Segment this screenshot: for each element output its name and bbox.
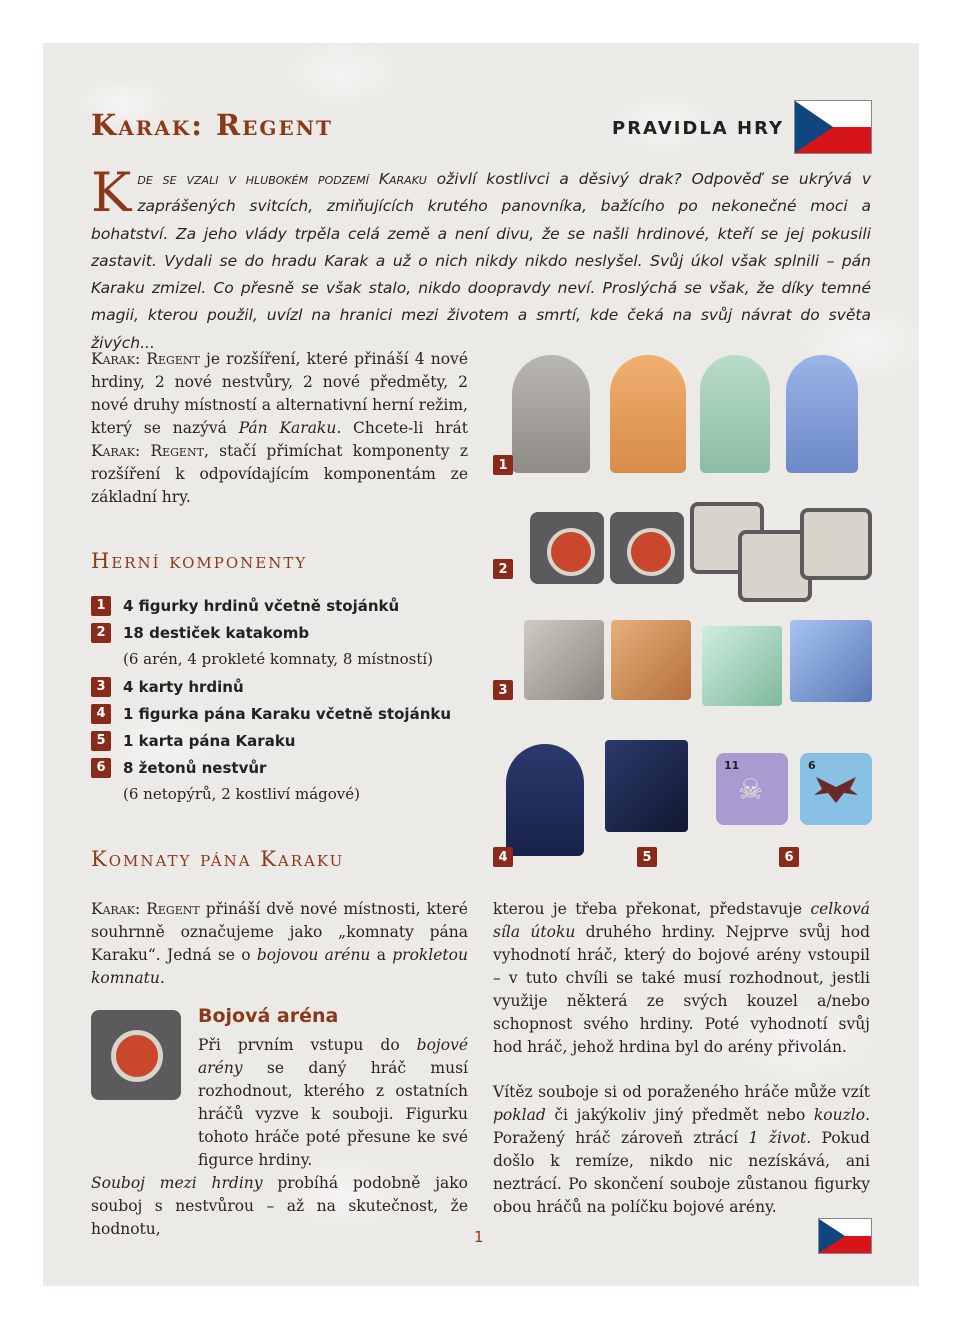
emphasis: bojovou arénu bbox=[256, 946, 371, 964]
list-item bbox=[91, 700, 471, 727]
text-span: se daný hráč musí rozhodnout, kterého z ostatních hráčů vyzve k souboji. Figurku tohoto hráče poté přesune ke své figurce hrdiny. bbox=[198, 1059, 468, 1169]
text-span: druhého hrdiny. Nejprve svůj hod vyhodnotí hráč, který do bojové arény vstoupil – v tuto chvíli se také musí rozhodnout, jestli využije některá ze svých kouzel a/nebo schopnost svého hrdiny. Poté vyhodnotí svůj hod hráč, jehož hrdina byl do arény přivolán. bbox=[493, 923, 870, 1056]
arena-circle-icon bbox=[111, 1030, 163, 1082]
text-span: . Pokud došlo k remíze, nikdo nic nezískává, ani neztrácí. Po skončení souboje zůstanou figurky obou hráčů na políčku bojové arény. bbox=[493, 1129, 870, 1216]
hero-figure-3 bbox=[700, 355, 770, 473]
emphasis: bojové arény bbox=[198, 1036, 468, 1077]
czech-flag-icon bbox=[818, 1218, 872, 1254]
hero-card-2 bbox=[611, 620, 691, 700]
rooms-paragraph bbox=[91, 898, 468, 990]
image-label-5: 5 bbox=[637, 847, 657, 867]
item-label: 1 figurka pána Karaku včetně stojánku bbox=[123, 704, 452, 723]
hero-card-1 bbox=[524, 620, 604, 700]
arena-tile bbox=[530, 512, 604, 584]
czech-flag-icon bbox=[794, 100, 872, 154]
list-item bbox=[91, 727, 471, 754]
hero-figure-4 bbox=[786, 355, 858, 473]
text-span: kterou je třeba překonat, představuje bbox=[493, 900, 811, 918]
karak-lord-figure bbox=[506, 744, 584, 856]
item-sublabel: (6 netopýrů, 2 kostliví mágové) bbox=[123, 785, 360, 803]
rules-label: PRAVIDLA HRY bbox=[612, 118, 784, 139]
emphasis: celková síla útoku bbox=[493, 900, 870, 941]
text-span: probíhá podobně jako souboj s nestvůrou – až na skutečnost, že hodnotu, bbox=[91, 1174, 468, 1238]
intro-text: oživlí kostlivci a děsivý drak? Odpověď se ukrývá v zaprášených svitcích, zmiňujících krutého panovníka, bažícího po nekonečné moci a bohatství. Za jeho vlády trpěla celá země a není divu, že se našli hrdinové, kteří se jej pokusili zastavit. Vydali se do hradu Karak a už o nich nikdy nikdo neslyšel. Svůj úkol však splnili – pán Karaku zmizel. Co přesně se však stalo, nikdo doopravdy neví. Proslýchá se však, že díky temné magii, kterou použil, uvízl na hranici mezi životem a smrtí, kde čeká na svůj návrat do světa živých... bbox=[91, 170, 871, 352]
item-label: 1 karta pána Karaku bbox=[123, 731, 296, 750]
item-sublabel: (6 arén, 4 prokleté komnaty, 8 místností) bbox=[123, 650, 434, 668]
expansion-description bbox=[91, 348, 468, 509]
list-item bbox=[91, 592, 471, 619]
text-span: přináší dvě nové místnosti, které souhrnně označujeme jako „komnaty pána Karaku“. Jedná se o bbox=[91, 900, 468, 964]
emphasis: 1 život bbox=[748, 1129, 807, 1147]
right-column-text bbox=[493, 898, 870, 1219]
bat-token bbox=[800, 753, 872, 825]
text-span: a bbox=[370, 946, 393, 964]
game-name: Karak: Regent bbox=[91, 350, 200, 368]
item-label: 18 destiček katakomb bbox=[123, 623, 310, 642]
mode-name: Pán Karaku bbox=[238, 419, 337, 437]
emphasis: kouzlo bbox=[813, 1106, 866, 1124]
item-number: 5 bbox=[91, 731, 111, 751]
text-span: či jakýkoliv jiný předmět nebo bbox=[545, 1106, 814, 1124]
emphasis: Souboj mezi hrdiny bbox=[91, 1174, 263, 1192]
item-label: 4 karty hrdinů bbox=[123, 677, 244, 696]
item-label: 8 žetonů nestvůr bbox=[123, 758, 267, 777]
image-label-1: 1 bbox=[493, 455, 513, 475]
page-title: Karak: Regent bbox=[91, 108, 333, 142]
duel-paragraph bbox=[91, 1172, 468, 1241]
karak-lord-card bbox=[605, 740, 688, 832]
text-span: je rozšíření, které přináší 4 nové hrdiny, 2 nové nestvůry, 2 nové předměty, 2 nové druhy místností a alternativní herní režim, který se nazývá bbox=[91, 350, 468, 437]
text-span: . Poražený hráč zároveň ztrácí bbox=[493, 1106, 870, 1147]
components-heading: Herní komponenty bbox=[91, 549, 308, 573]
image-label-6: 6 bbox=[779, 847, 799, 867]
hero-figure-1 bbox=[512, 355, 590, 473]
game-name: Karak: Regent bbox=[91, 900, 200, 918]
victory-paragraph bbox=[493, 1081, 870, 1219]
text-span: Při prvním vstupu do bbox=[198, 1036, 417, 1054]
item-number: 2 bbox=[91, 623, 111, 643]
duel-continued bbox=[493, 898, 870, 1059]
emphasis: poklad bbox=[493, 1106, 546, 1124]
token-number: 6 bbox=[808, 759, 816, 772]
skeleton-mage-token bbox=[716, 753, 788, 825]
room-tile bbox=[800, 508, 872, 580]
hero-card-4 bbox=[790, 620, 872, 702]
components-list bbox=[91, 592, 471, 808]
game-name: Karak: Regent bbox=[91, 442, 204, 460]
arena-paragraph bbox=[198, 1034, 468, 1172]
item-number: 4 bbox=[91, 704, 111, 724]
rooms-heading: Komnaty pána Karaku bbox=[91, 847, 345, 871]
text-span: . Chcete-li hrát bbox=[336, 419, 468, 437]
text-span: , stačí přimíchat komponenty z rozšíření k odpovídajícím komponentám ze základní hry. bbox=[91, 442, 468, 506]
cursed-circle-icon bbox=[627, 528, 675, 576]
arena-tile-image bbox=[91, 1010, 181, 1100]
text-span: Vítěz souboje si od poraženého hráče může vzít bbox=[493, 1083, 870, 1101]
arena-circle-icon bbox=[547, 528, 595, 576]
item-number: 3 bbox=[91, 677, 111, 697]
drop-cap: K bbox=[91, 161, 132, 224]
skeleton-icon: ☠ bbox=[738, 773, 764, 806]
item-label: 4 figurky hrdinů včetně stojánků bbox=[123, 596, 400, 615]
intro-lead: de se vzali v hlubokém podzemí Karaku bbox=[137, 170, 427, 188]
page-number: 1 bbox=[474, 1228, 484, 1246]
hero-figure-2 bbox=[610, 355, 686, 473]
text-span: . bbox=[159, 969, 165, 987]
item-number: 6 bbox=[91, 758, 111, 778]
cursed-room-tile bbox=[610, 512, 684, 584]
hero-card-3 bbox=[702, 626, 782, 706]
list-item bbox=[91, 619, 471, 646]
token-number: 11 bbox=[724, 759, 740, 772]
list-item bbox=[91, 673, 471, 700]
image-label-3: 3 bbox=[493, 680, 513, 700]
arena-heading: Bojová aréna bbox=[198, 1005, 339, 1027]
image-label-4: 4 bbox=[493, 847, 513, 867]
emphasis: prokletou komnatu bbox=[91, 946, 468, 987]
intro-paragraph bbox=[91, 161, 871, 357]
item-number: 1 bbox=[91, 596, 111, 616]
bat-icon bbox=[812, 773, 860, 805]
list-item bbox=[91, 754, 471, 781]
image-label-2: 2 bbox=[493, 559, 513, 579]
